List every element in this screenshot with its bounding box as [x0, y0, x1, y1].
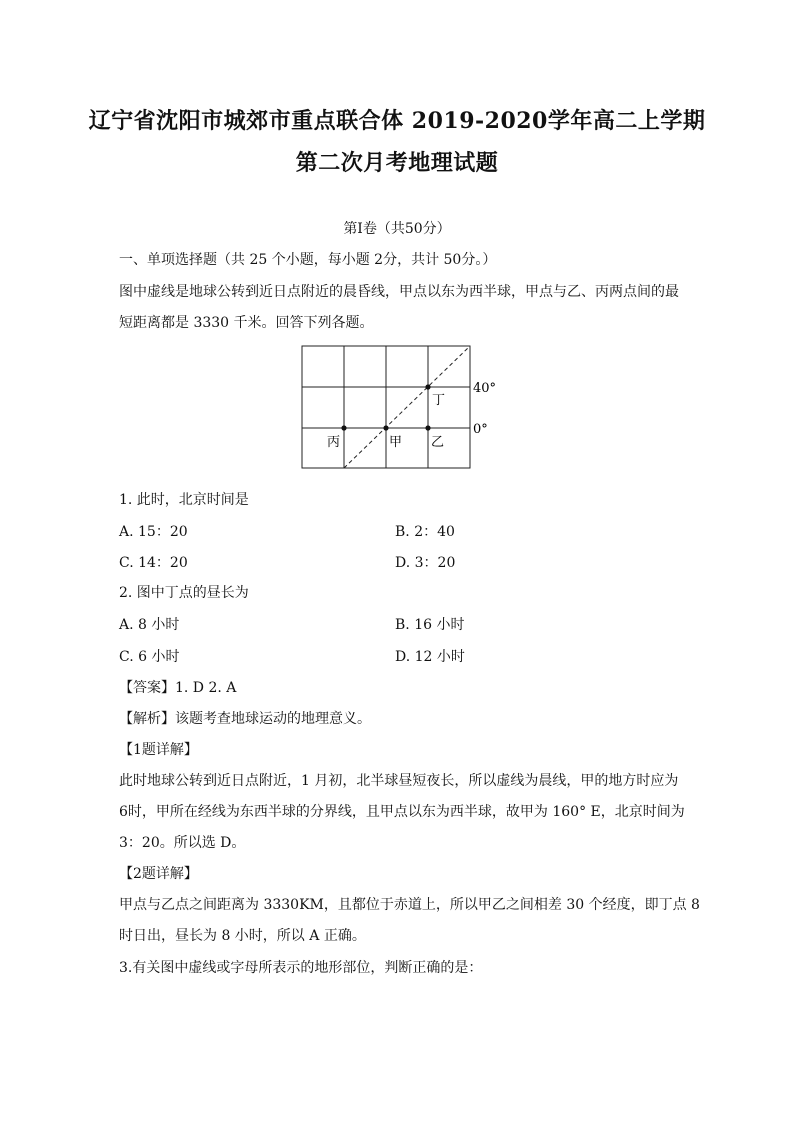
q2-option-b: B. 16 小时	[395, 617, 465, 633]
section-heading: 第Ⅰ卷（共50分）	[343, 221, 451, 237]
label-ding: 丁	[432, 393, 446, 408]
label-lat-0: 0°	[473, 422, 488, 437]
q2-option-d: D. 12 小时	[395, 649, 465, 665]
detail1-line2: 6时，甲所在经线为东西半球的分界线，且甲点以东为西半球，故甲为 160° E，北京时间为	[119, 804, 685, 820]
label-yi: 乙	[431, 435, 445, 450]
detail1-heading: 【1题详解】	[119, 742, 198, 758]
map-grid-figure	[290, 340, 510, 475]
detail1-line1: 此时地球公转到近日点附近，1 月初，北半球昼短夜长，所以虚线为晨线，甲的地方时应为	[119, 773, 679, 789]
map-grid-svg	[290, 340, 510, 475]
label-jia: 甲	[389, 435, 403, 450]
q1-stem: 1. 此时，北京时间是	[119, 492, 249, 508]
q1-option-d: D. 3：20	[395, 555, 456, 571]
answer-line: 【答案】1. D 2. A	[119, 680, 237, 696]
label-bing: 丙	[327, 435, 341, 450]
point-jia	[383, 425, 388, 430]
paper-title-line2: 第二次月考地理试题	[295, 150, 499, 176]
terminator-dashed-line	[344, 346, 470, 468]
q1-option-b: B. 2：40	[395, 524, 455, 540]
q1-option-a: A. 15：20	[119, 524, 188, 540]
part-heading: 一、单项选择题（共 25 个小题，每小题 2分，共计 50分。）	[119, 252, 497, 268]
question-stem-line2: 短距离都是 3330 千米。回答下列各题。	[119, 315, 374, 331]
q1-option-c: C. 14：20	[119, 555, 188, 571]
point-bing	[341, 425, 346, 430]
q3-stem: 3.有关图中虚线或字母所表示的地形部位，判断正确的是：	[119, 960, 483, 976]
detail2-line1: 甲点与乙点之间距离为 3330KM，且都位于赤道上，所以甲乙之间相差 30 个经度，即丁点 8	[119, 897, 700, 913]
analysis-line: 【解析】该题考查地球运动的地理意义。	[119, 711, 371, 727]
q2-stem: 2. 图中丁点的昼长为	[119, 585, 249, 601]
question-stem-line1: 图中虚线是地球公转到近日点附近的晨昏线，甲点以东为西半球，甲点与乙、丙两点间的最	[119, 284, 679, 300]
point-yi	[425, 425, 430, 430]
detail2-heading: 【2题详解】	[119, 866, 198, 882]
q2-option-c: C. 6 小时	[119, 649, 180, 665]
paper-title-line1: 辽宁省沈阳市城郊市重点联合体 2019-2020学年高二上学期	[88, 108, 706, 134]
label-lat-40: 40°	[473, 381, 497, 396]
q2-option-a: A. 8 小时	[119, 617, 180, 633]
point-ding	[425, 384, 430, 389]
detail1-line3: 3：20。所以选 D。	[119, 835, 246, 851]
detail2-line2: 时日出，昼长为 8 小时，所以 A 正确。	[119, 928, 366, 944]
